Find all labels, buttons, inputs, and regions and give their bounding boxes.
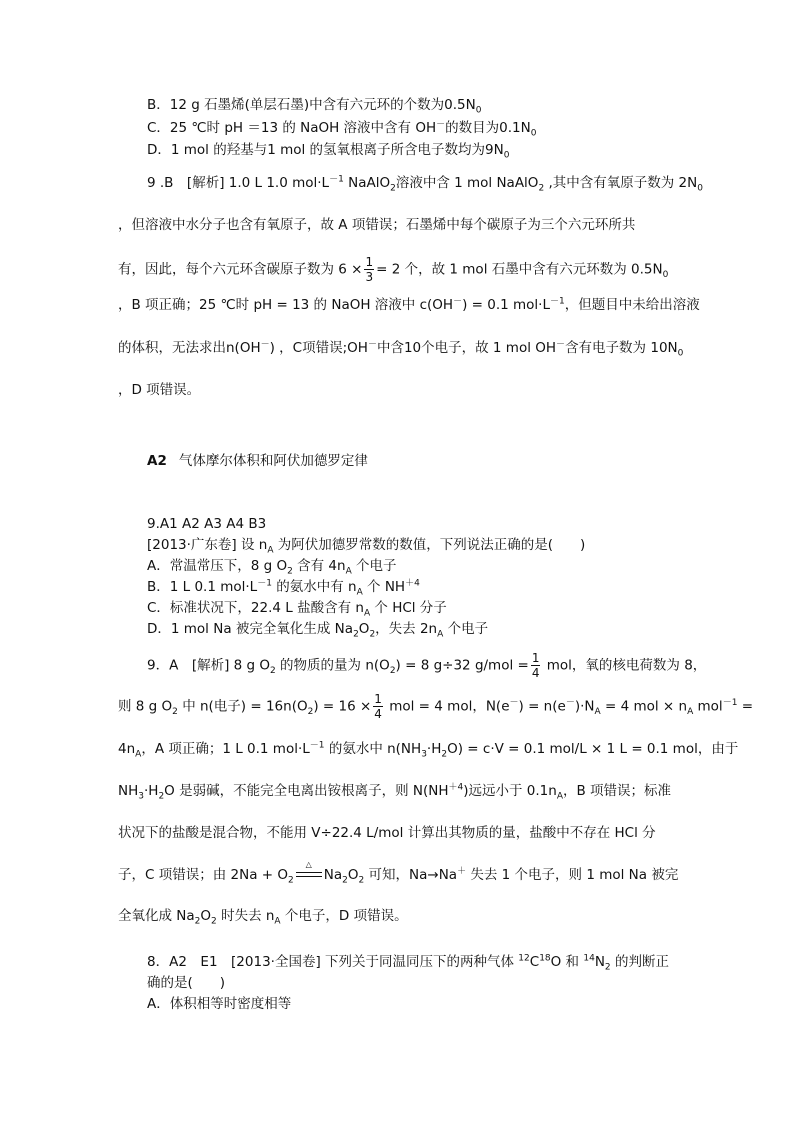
analysis-line: 子，C 项错误；由 $2Na + O_2$ △ $Na_2O_2$ 可知，Na→Na＋ 失去 1 个电子，则 1 mol Na 被完	[118, 860, 679, 886]
question-stem: 8．A2 E1 [2013·全国卷] 下列关于同温同压下的两种气体 $^{12}C^{18}O$ 和 $^{14}N_2$ 的判断正	[147, 953, 669, 973]
fraction: $\frac{1}{3}$	[365, 255, 374, 284]
option-d-line: D．1 mol Na 被完全氧化生成 $Na_2O_2$，失去 $2n_A$ 个电子	[147, 621, 489, 640]
analysis-line: 9 .B [解析] 1.0 L 1.0 $mol\cdot L^{-1}$ NaAlO$_2$溶液中含 1 mol NaAlO$_2$ ,其中含有氧原子数为 $2N_0$	[147, 174, 703, 194]
analysis-line: 状况下的盐酸是混合物，不能用 V÷22.4 L/mol 计算出其物质的量，盐酸中不存在 HCl 分	[118, 825, 656, 841]
option-a-line: A．体积相等时密度相等	[147, 996, 292, 1012]
analysis-line: 全氧化成 $Na_2O_2$ 时失去 $n_A$ 个电子，D 项错误。	[118, 908, 408, 927]
question-stem-cont: 确的是( )	[147, 975, 226, 991]
question-tags: 9.A1 A2 A3 A4 B3	[147, 516, 267, 532]
reaction-equals-sign: △	[296, 870, 322, 880]
analysis-line: ，但溶液中水分子也含有氧原子，故 A 项错误；石墨烯中每个碳原子为三个六元环所共	[118, 217, 636, 233]
analysis-line: $NH_3\cdot H_2O$ 是弱碱，不能完全电离出铵根离子，则 $N(NH^{+4})$远远小于 $0.1n_A$，B 项错误；标准	[118, 782, 672, 802]
analysis-line: 9．A [解析] 8 g $O_2$ 的物质的量为 $n(O_2) = 8$ g÷32 g/mol = $\frac{1}{4}$ mol，氧的核电荷数为 8，	[147, 651, 707, 680]
analysis-line: 则 8 g $O_2$ 中 n(电子) = $16n(O_2) = 16$ × $\frac{1}{4}$ mol = 4 mol，$N(e^-) = n(e^-)\cdot N_A = 4$ mol × $n_A$ mol$^{-1}$ =	[118, 692, 754, 721]
section-code: A2	[147, 453, 167, 469]
analysis-line: ，D 项错误。	[118, 382, 201, 398]
option-c-line: C．25 ℃时 pH ＝13 的 NaOH 溶液中含有 OH－的数目为$0.1N_0$	[147, 119, 537, 139]
question-stem: [2013·广东卷] 设 $n_A$ 为阿伏加德罗常数的数值，下列说法正确的是( )	[147, 537, 586, 556]
section-title: 气体摩尔体积和阿伏加德罗定律	[178, 453, 368, 469]
option-b-line: B．12 g 石墨烯(单层石墨)中含有六元环的个数为$0.5N_0$	[147, 97, 482, 116]
option-d-line: D．1 mol 的羟基与1 mol 的氢氧根离子所含电子数均为$9N_0$	[147, 142, 510, 161]
analysis-line: 的体积，无法求出n(OH－) ，C项错误;OH－中含10个电子，故 1 mol OH－含有电子数为 $10N_0$	[118, 339, 684, 359]
analysis-line: ，B 项正确；25 ℃时 pH = 13 的 NaOH 溶液中 c(OH－) = 0.1 $mol\cdot L^{-1}$，但题目中未给出溶液	[118, 296, 700, 313]
option-b-line: B．1 L 0.1 $mol\cdot L^{-1}$ 的氨水中有 $n_A$ 个 $NH^{+4}$	[147, 578, 420, 598]
option-c-line: C．标准状况下，22.4 L 盐酸含有 $n_A$ 个 HCl 分子	[147, 600, 447, 619]
section-heading	[147, 452, 368, 470]
fraction: $\frac{1}{4}$	[374, 692, 382, 721]
analysis-line: $4n_A$，A 项正确；1 L 0.1 $mol\cdot L^{-1}$ 的氨水中 $n(NH_3\cdot H_2O) = c\cdot V = 0.1$ mol/L × 1 L = 0.1 mol，由于	[118, 740, 739, 760]
analysis-line: 有，因此，每个六元环含碳原子数为 6 × $\frac{1}{3}$ = 2 个，故 1 mol 石墨中含有六元环数为 $0.5N_0$	[118, 255, 669, 284]
fraction: $\frac{1}{4}$	[531, 651, 540, 680]
option-a-line: A．常温常压下，8 g $O_2$ 含有 $4n_A$ 个电子	[147, 558, 397, 577]
